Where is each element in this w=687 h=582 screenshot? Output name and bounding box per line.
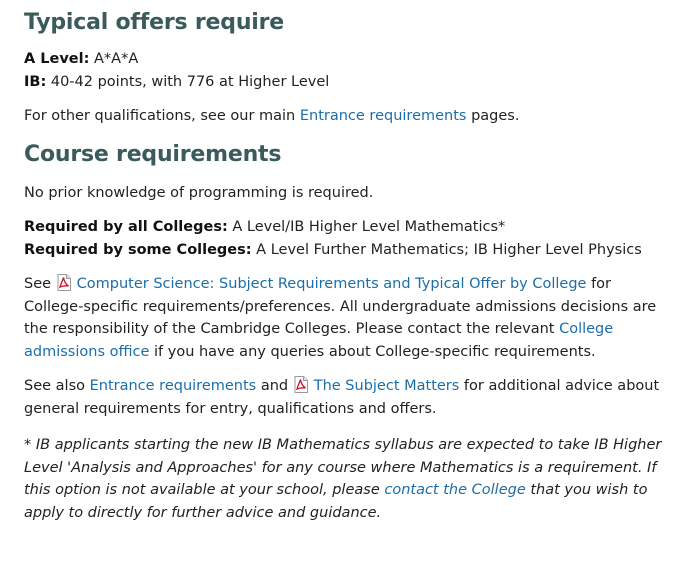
- offers-list: [24, 48, 664, 93]
- required-all-value: A Level/IB Higher Level Mathematics*: [227, 219, 506, 235]
- see-also-prefix: See also: [24, 378, 90, 394]
- required-some-value: A Level Further Mathematics; IB Higher Level Physics: [251, 241, 642, 258]
- entrance-requirements-link-2[interactable]: Entrance requirements: [89, 378, 257, 394]
- see-also-suffix: for additional advice about general requirements for entry, qualifications and offers.: [24, 378, 660, 417]
- see-middle: for College-specific requirements/preferences. All undergraduate admissions decisions are the responsibility of the Cambridge Colleges. Please contact the relevant: [24, 276, 657, 337]
- entrance-requirements-link[interactable]: Entrance requirements: [299, 108, 467, 124]
- see-also-text: [24, 375, 664, 420]
- other-qualifications-text: [24, 105, 664, 128]
- footnote-suffix: that you wish to apply to directly for further advice and guidance.: [24, 482, 648, 521]
- subject-requirements-pdf-link[interactable]: Computer Science: Subject Requirements and Typical Offer by College: [76, 276, 587, 292]
- college-admissions-office-link[interactable]: College admissions office: [24, 321, 614, 360]
- a-level-label: A Level:: [24, 51, 90, 67]
- required-some-label: Required by some Colleges:: [24, 241, 252, 258]
- see-suffix: if you have any queries about College-specific requirements.: [149, 343, 596, 360]
- pdf-document-icon: [294, 376, 308, 393]
- required-subjects: [24, 216, 664, 261]
- subject-matters-pdf-link[interactable]: The Subject Matters: [313, 378, 460, 394]
- pdf-document-icon: [57, 274, 71, 291]
- course-requirements-heading: Course requirements: [24, 141, 282, 167]
- see-subject-requirements-text: [24, 273, 664, 363]
- other-qualifications-suffix: pages.: [466, 108, 520, 124]
- typical-offers-heading: Typical offers require: [24, 10, 284, 35]
- contact-the-college-link[interactable]: contact the College: [384, 482, 526, 498]
- footnote-prefix: * IB applicants starting the new IB Mathematics syllabus are expected to take IB Higher Level 'Analysis and Approaches' for any course where Mathematics is a requirement. If this option is not available at your school, please: [24, 437, 662, 498]
- see-also-and: and: [256, 378, 293, 394]
- ib-label: IB:: [24, 73, 47, 90]
- required-all-label: Required by all Colleges:: [24, 219, 228, 235]
- a-level-value: A*A*A: [89, 51, 139, 67]
- no-prior-knowledge-text: No prior knowledge of programming is required.: [24, 184, 374, 201]
- other-qualifications-prefix: For other qualifications, see our main: [24, 108, 300, 124]
- see-prefix: See: [24, 276, 56, 292]
- ib-footnote: [24, 434, 664, 524]
- ib-value: 40-42 points, with 776 at Higher Level: [46, 73, 330, 90]
